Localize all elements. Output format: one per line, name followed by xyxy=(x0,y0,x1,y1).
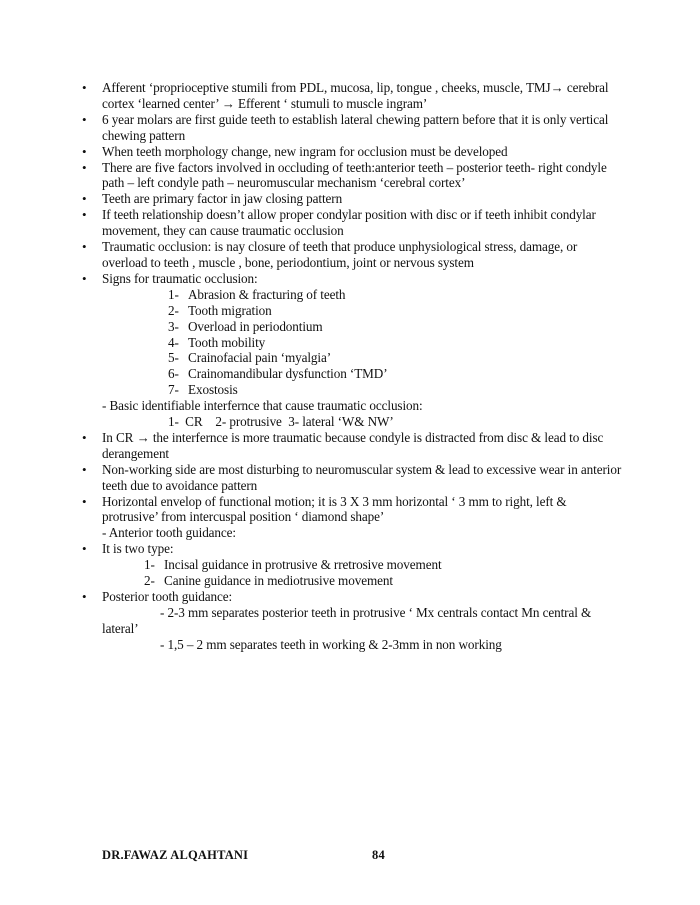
bullet-list-anterior xyxy=(102,541,622,557)
anterior-guidance-heading: - Anterior tooth guidance: xyxy=(102,525,237,541)
list-item: • Non-working side are most disturbing to neuromuscular system & lead to excessive wear in anterior teeth due to avoidance pattern xyxy=(102,462,622,494)
sign-item: 1- Abrasion & fracturing of teeth xyxy=(168,286,346,302)
sign-item: 4- Tooth mobility xyxy=(168,334,266,350)
footer-author: DR.FAWAZ ALQAHTANI xyxy=(102,848,249,862)
list-item: • When teeth morphology change, new ingram for occlusion must be developed xyxy=(102,144,622,160)
basic-interference-heading: - Basic identifiable interfernce that cause traumatic occlusion: xyxy=(102,398,423,414)
sign-item: 6- Crainomandibular dysfunction ‘TMD’ xyxy=(168,366,388,382)
bullet-list-occlusion xyxy=(102,80,622,287)
page-number: 84 xyxy=(372,848,385,862)
list-item: • Signs for traumatic occlusion: xyxy=(102,271,622,287)
sign-item: 7- Exostosis xyxy=(168,382,238,398)
list-item: • Afferent ‘proprioceptive stumili from PDL, mucosa, lip, tongue , cheeks, muscle, TMJ→ cerebral cortex ‘learned center’ → Efferent ‘ stumuli to muscle ingram’ xyxy=(102,80,622,112)
list-item: • There are five factors involved in occluding of teeth:anterior teeth – posterior teeth- right condyle path – left condyle path – neuromuscular mechanism ‘cerebral cortex’ xyxy=(102,160,622,192)
list-item: • 6 year molars are first guide teeth to establish lateral chewing pattern before that it is only vertical chewing pattern xyxy=(102,112,622,144)
list-item: • Horizontal envelop of functional motion; it is 3 X 3 mm horizontal ‘ 3 mm to right, left & protrusive’ from intercuspal position ‘ diamond shape’ xyxy=(102,494,622,526)
bullet-list-interference xyxy=(102,430,622,525)
sign-item: 2- Tooth migration xyxy=(168,302,272,318)
sign-item: 5- Crainofacial pain ‘myalgia’ xyxy=(168,350,332,366)
signs-list xyxy=(102,287,622,398)
basic-interference-items: 1- CR 2- protrusive 3- lateral ‘W& NW’ xyxy=(168,414,394,430)
guidance-types-list xyxy=(102,557,622,589)
bullet-list-posterior xyxy=(102,589,622,605)
list-item: • It is two type: xyxy=(102,541,622,557)
list-item: • Traumatic occlusion: is nay closure of teeth that produce unphysiological stress, damage, or overload to teeth , muscle , bone, periodontium, joint or nervous system xyxy=(102,239,622,271)
type-item: 1- Incisal guidance in protrusive & rretrosive movement xyxy=(144,557,442,573)
list-item: • Teeth are primary factor in jaw closing pattern xyxy=(102,191,622,207)
posterior-guidance-line-2: - 1,5 – 2 mm separates teeth in working & 2-3mm in non working xyxy=(160,636,502,652)
sign-item: 3- Overload in periodontium xyxy=(168,318,323,334)
list-item: • In CR → the interfernce is more traumatic because condyle is distracted from disc & lead to disc derangement xyxy=(102,430,622,462)
list-item: • If teeth relationship doesn’t allow proper condylar position with disc or if teeth inhibit condylar movement, they can cause traumatic occlusion xyxy=(102,207,622,239)
posterior-guidance-line-1: - 2-3 mm separates posterior teeth in protrusive ‘ Mx centrals contact Mn central & lateral’ xyxy=(102,604,592,636)
list-item: • Posterior tooth guidance: xyxy=(102,589,622,605)
type-item: 2- Canine guidance in mediotrusive movement xyxy=(144,573,393,589)
page-content xyxy=(102,80,622,653)
